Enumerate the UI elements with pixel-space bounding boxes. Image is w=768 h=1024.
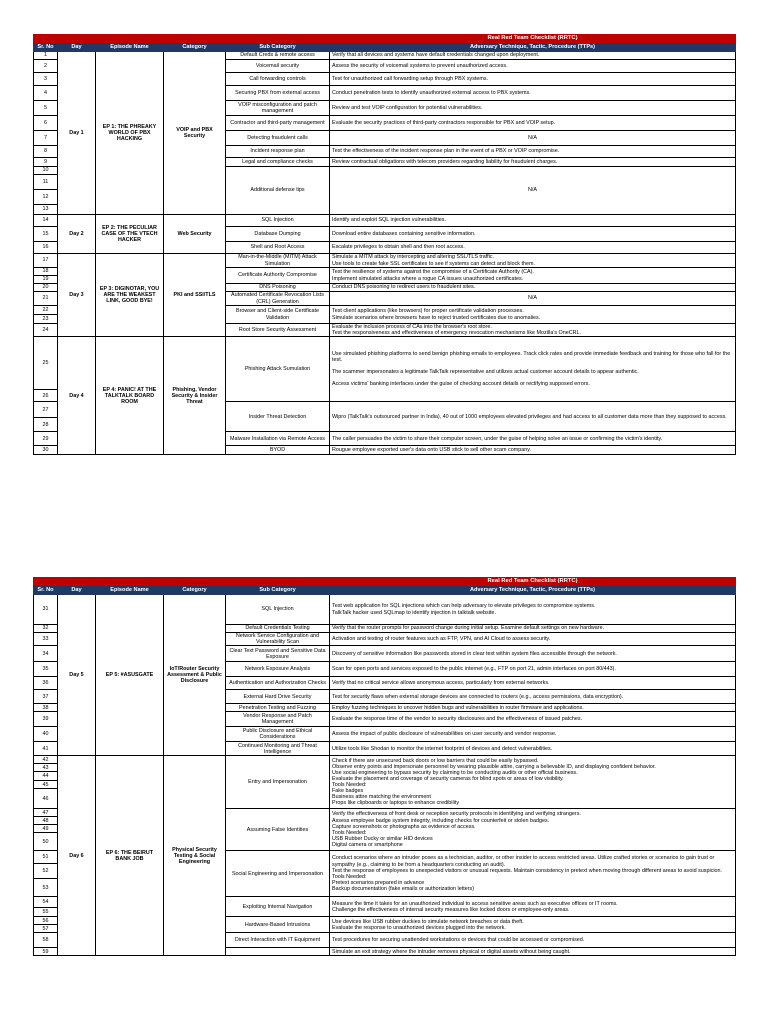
header-subcategory: Sub Category: [226, 586, 330, 595]
ttp-cell: Review contractual obligations with telecom providers regarding liability for fraudulent charges.: [330, 158, 736, 167]
sr-no-cell: 27: [34, 402, 58, 418]
sr-no-cell: 53: [34, 879, 58, 897]
title-spacer-cell: [34, 578, 58, 586]
category-cell: PKI and SSl/TLS: [164, 254, 226, 337]
sr-no-cell: 19: [34, 276, 58, 284]
table-row: [34, 254, 736, 268]
day-cell: Day 5: [58, 595, 96, 756]
subcategory-cell: Incident response plan: [226, 146, 330, 158]
subcategory-cell: Call forwarding controls: [226, 73, 330, 86]
ttp-cell: Measure the time it takes for an unauthorized individual to access sensitive areas such as executive offices or IT rooms. Challenge the effectiveness of internal security measures like locked doors or employee-only areas.: [330, 897, 736, 917]
category-cell: IoT/Router Security Assessment & Public Disclosure: [164, 595, 226, 756]
subcategory-cell: Legal and compliance checks: [226, 158, 330, 167]
sr-no-cell: 57: [34, 925, 58, 933]
subcategory-cell: Insider Threat Detection: [226, 402, 330, 432]
sr-no-cell: 23: [34, 315, 58, 324]
sr-no-cell: 38: [34, 704, 58, 712]
table-row: [34, 215, 736, 227]
ttp-cell: Verify that no critical service allows anonymous access, particularly from external networks.: [330, 677, 736, 690]
subcategory-cell: Contractor and third-party management: [226, 116, 330, 131]
ttp-cell: Conduct DNS poisoning to redirect users to fraudulent sites.: [330, 284, 736, 292]
subcategory-cell: Clear Text Password and Sensitive Data Exposure: [226, 646, 330, 662]
header-sr: Sr. No: [34, 43, 58, 52]
subcategory-cell: Root Store Security Assessment: [226, 324, 330, 337]
category-cell: Phishing, Vendor Security & Insider Threat: [164, 337, 226, 455]
sr-no-cell: 13: [34, 205, 58, 215]
subcategory-cell: Database Dumping: [226, 227, 330, 242]
sr-no-cell: 49: [34, 825, 58, 833]
episode-cell: EP 1: THE PHREAKY WORLD OF PBX HACKING: [96, 52, 164, 215]
ttp-cell: Review and test VOIP configuration for potential vulnerabilities.: [330, 101, 736, 116]
ttp-cell: Evaluate the inclusion process of CAs into the browser's root store. Test the responsiveness and effectiveness of emergency revocation mechanisms like Mozilla's OneCRL.: [330, 324, 736, 337]
sr-no-cell: 34: [34, 646, 58, 662]
table-row: [34, 337, 736, 390]
subcategory-cell: Malware Installation via Remote Access: [226, 432, 330, 446]
sr-no-cell: 51: [34, 851, 58, 864]
ttp-cell: Download entire databases containing sensitive information.: [330, 227, 736, 242]
ttp-cell: Simulate an exit strategy where the intruder removes physical or digital assets without being caught.: [330, 948, 736, 956]
subcategory-cell: Public Disclosure and Ethical Considerations: [226, 727, 330, 742]
ttp-cell: Test web application for SQL injections which can help adversary to elevate privileges to compromise systems. TalkTalk hacker used SQLmap to identify injection in talktalk website.: [330, 595, 736, 625]
subcategory-cell: Securing PBX from external access: [226, 86, 330, 101]
checklist-page-1: [33, 34, 735, 455]
sr-no-cell: 43: [34, 764, 58, 772]
subcategory-cell: Entry and Impersonation: [226, 756, 330, 809]
sr-no-cell: 52: [34, 864, 58, 879]
subcategory-cell: Shell and Root Access: [226, 242, 330, 254]
subcategory-cell: Exploiting Internal Navigation: [226, 897, 330, 917]
ttp-cell: Rougue employee exported user's data onto USB stick to sell other scam company.: [330, 446, 736, 455]
subcategory-cell: VOIP misconfiguration and patch management: [226, 101, 330, 116]
subcategory-cell: Additional defense tips: [226, 167, 330, 215]
ttp-cell: Verify the effectiveness of front desk or reception security protocols in identifying and verifying strangers. Assess employee badge system integrity, including checks for counterfeit or stolen badges. Capture screenshots or photographs as evidence of access. Tools Needed: USB Rubber Ducky or similar HID devices Digital camera or smartphone: [330, 809, 736, 851]
subcategory-cell: Social Engineering and Impersonation: [226, 851, 330, 897]
sr-no-cell: 59: [34, 948, 58, 956]
sr-no-cell: 56: [34, 917, 58, 925]
title-row: [34, 35, 736, 43]
subcategory-cell: DNS Poisoning: [226, 284, 330, 292]
header-subcategory: Sub Category: [226, 43, 330, 52]
subcategory-cell: Automated Certificate Revocation Lists (CRL) Generation: [226, 292, 330, 306]
sr-no-cell: 44: [34, 772, 58, 781]
sr-no-cell: 47: [34, 809, 58, 817]
ttp-cell: Employ fuzzing techniques to uncover hidden bugs and vulnerabilities in router firmware and applications.: [330, 704, 736, 712]
ttp-cell: N/A: [330, 131, 736, 146]
ttp-cell: N/A: [330, 167, 736, 215]
subcategory-cell: SQL Injection: [226, 595, 330, 625]
ttp-cell: Test for security flaws when external storage devices are connected to routers (e.g., access permissions, data encryption).: [330, 690, 736, 704]
ttp-cell: Conduct penetration tests to identify unauthorized external access to PBX systems.: [330, 86, 736, 101]
subcategory-cell: Network Exposure Analysis: [226, 662, 330, 677]
sr-no-cell: 12: [34, 190, 58, 205]
table-row: [34, 756, 736, 764]
sr-no-cell: 1: [34, 52, 58, 60]
subcategory-cell: Default Credentials Testing: [226, 625, 330, 633]
ttp-cell: Activation and testing of router features such as FTP, VPN, and AI Cloud to assess security.: [330, 633, 736, 646]
title-spacer-cell: [96, 35, 164, 43]
header-ttp: Adversary Technique, Tactic, Procedure (TTPs): [330, 586, 736, 595]
sr-no-cell: 48: [34, 817, 58, 825]
ttp-cell: Discovery of sensitive information like passwords stored in clear text within system files accessible through the network.: [330, 646, 736, 662]
category-cell: Physical Security Testing & Social Engineering: [164, 756, 226, 956]
ttp-cell: Simulate a MITM attack by intercepting and altering SSL/TLS traffic. Use tools to create fake SSL certificates to see if systems can detect and block them.: [330, 254, 736, 268]
sr-no-cell: 7: [34, 131, 58, 146]
ttp-cell: Test for unauthorized call forwarding setup through PBX systems.: [330, 73, 736, 86]
sr-no-cell: 22: [34, 306, 58, 315]
ttp-cell: Identify and exploit SQL injection vulnerabilities.: [330, 215, 736, 227]
ttp-cell: Evaluate the response time of the vendor to security disclosures and the effectiveness of issued patches.: [330, 712, 736, 727]
category-cell: Web Security: [164, 215, 226, 254]
sr-no-cell: 31: [34, 595, 58, 625]
subcategory-cell: Detecting fraudulent calls: [226, 131, 330, 146]
title-spacer-cell: [58, 578, 96, 586]
subcategory-cell: Voicemail security: [226, 60, 330, 73]
header-category: Category: [164, 586, 226, 595]
sr-no-cell: 35: [34, 662, 58, 677]
episode-cell: EP 3: DIGINOTAR, YOU ARE THE WEAKEST LINK, GOOD BYE!: [96, 254, 164, 337]
sr-no-cell: 18: [34, 268, 58, 276]
sr-no-cell: 15: [34, 227, 58, 242]
checklist-table: [33, 577, 736, 956]
title-spacer-cell: [96, 578, 164, 586]
title-spacer-cell: [226, 578, 330, 586]
sr-no-cell: 37: [34, 690, 58, 704]
sr-no-cell: 28: [34, 418, 58, 432]
table-row: [34, 52, 736, 60]
episode-cell: EP 6: THE BEIRUT BANK JOB: [96, 756, 164, 956]
sr-no-cell: 26: [34, 390, 58, 402]
sr-no-cell: 6: [34, 116, 58, 131]
ttp-cell: Verify that the router prompts for password change during initial setup. Examine default settings on new hardware.: [330, 625, 736, 633]
ttp-cell: Check if there are unsecured back doors or low barriers that could be easily bypassed. Observe entry points and impersonate personnel by wearing plausible attire, carrying a believable ID, and displaying confident behavior. Use social engineering to bypass security by claiming to be conducting audits or other official business. Evaluate the placement and coverage of security cameras for blind spots or areas of low visibility. Tools Needed: Fake badges Business attire matching the environment Props like clipboards or laptops to enhance credibility: [330, 756, 736, 809]
subcategory-cell: SQL Injection: [226, 215, 330, 227]
subcategory-cell: [226, 948, 330, 956]
title-spacer-cell: [58, 35, 96, 43]
ttp-cell: Scan for open ports and services exposed to the public internet (e.g., FTP on port 21, admin interfaces on port 80/443).: [330, 662, 736, 677]
sr-no-cell: 17: [34, 254, 58, 268]
header-sr: Sr. No: [34, 586, 58, 595]
day-cell: Day 4: [58, 337, 96, 455]
checklist-title: Real Red Team Checklist (RRTC): [330, 578, 736, 586]
sr-no-cell: 25: [34, 337, 58, 390]
ttp-cell: Test the resilience of systems against the compromise of a Certificate Authority (CA). Implement simulated attacks where a rogue CA issues unauthorized certificates.: [330, 268, 736, 284]
sr-no-cell: 10: [34, 167, 58, 175]
sr-no-cell: 11: [34, 175, 58, 190]
sr-no-cell: 30: [34, 446, 58, 455]
sr-no-cell: 3: [34, 73, 58, 86]
ttp-cell: Evaluate the security practices of third-party contractors responsible for PBX and VOIP setup.: [330, 116, 736, 131]
sr-no-cell: 8: [34, 146, 58, 158]
ttp-cell: Test the effectiveness of the incident response plan in the event of a PBX or VOIP compromise.: [330, 146, 736, 158]
subcategory-cell: Phishing Attack Sumulation: [226, 337, 330, 402]
ttp-cell: N/A: [330, 292, 736, 306]
title-spacer-cell: [34, 35, 58, 43]
subcategory-cell: Continued Monitoring and Threat Intelligence: [226, 742, 330, 756]
sr-no-cell: 46: [34, 789, 58, 809]
subcategory-cell: Man-in-the-Middle (MITM) Attack Simulation: [226, 254, 330, 268]
sr-no-cell: 20: [34, 284, 58, 292]
ttp-cell: Use simulated phishing platforms to send benign phishing emails to employees. Track click rates and provide immediate feedback and training for those who fall for the test. The scammer impersonates a legitimate TalkTalk representative and utilizes actual customer account details to appear authentic. Access victims' banking interfaces under the guise of checking account details or rectifying supposed errors.: [330, 337, 736, 402]
subcategory-cell: Browser and Client-side Certificate Validation: [226, 306, 330, 324]
sr-no-cell: 39: [34, 712, 58, 727]
sr-no-cell: 55: [34, 908, 58, 917]
header-ttp: Adversary Technique, Tactic, Procedure (TTPs): [330, 43, 736, 52]
subcategory-cell: Assuming False Identities: [226, 809, 330, 851]
ttp-cell: Wipro (TalkTalk's outsourced partner in India), 40 out of 1000 employees elevated privileges and had access to all customer data more than they supposed to access.: [330, 402, 736, 432]
day-cell: Day 3: [58, 254, 96, 337]
ttp-cell: Utilize tools like Shodan to monitor the internet footprint of devices and detect vulnerabilities.: [330, 742, 736, 756]
episode-cell: EP 2: THE PECULIAR CASE OF THE VTECH HACKER: [96, 215, 164, 254]
sr-no-cell: 9: [34, 158, 58, 167]
header-row: [34, 586, 736, 595]
title-row: [34, 578, 736, 586]
header-episode: Episode Name: [96, 43, 164, 52]
title-spacer-cell: [164, 35, 226, 43]
sr-no-cell: 24: [34, 324, 58, 337]
ttp-cell: Test procedures for securing unattended workstations or devices that could be accessed or compromised.: [330, 933, 736, 948]
ttp-cell: Verify that all devices and systems have default credentials changed upon deployment.: [330, 52, 736, 60]
sr-no-cell: 14: [34, 215, 58, 227]
sr-no-cell: 45: [34, 781, 58, 789]
ttp-cell: Assess the security of voicemail systems to prevent unauthorized access.: [330, 60, 736, 73]
sr-no-cell: 4: [34, 86, 58, 101]
subcategory-cell: Direct Interaction with IT Equipment: [226, 933, 330, 948]
sr-no-cell: 40: [34, 727, 58, 742]
sr-no-cell: 21: [34, 292, 58, 306]
title-spacer-cell: [226, 35, 330, 43]
ttp-cell: Test client applications (like browsers) for proper certificate validation processes. Simulate scenarios where browsers have to reject trusted certificates due to anomalies.: [330, 306, 736, 324]
episode-cell: EP 5: #ASUSGATE: [96, 595, 164, 756]
header-episode: Episode Name: [96, 586, 164, 595]
day-cell: Day 2: [58, 215, 96, 254]
subcategory-cell: Hardware-Based Intrusions: [226, 917, 330, 933]
subcategory-cell: Network Service Configuration and Vulnerability Scan: [226, 633, 330, 646]
ttp-cell: Conduct scenarios where an intruder poses as a technician, auditor, or other insider to access restricted areas. Utilize crafted stories or scenarios to gain trust or sympathy (e.g., claiming to be from a headquarters conducting an audit). Test the response of employees to unexpected visitors or unusual requests. Maintain consistency in pretext when moving through different areas to avoid suspicion. Tools Needed: Pretext scenarios prepared in advance Backup documentation (fake emails or authorization letters): [330, 851, 736, 897]
day-cell: Day 1: [58, 52, 96, 215]
subcategory-cell: External Hard Drive Security: [226, 690, 330, 704]
sr-no-cell: 50: [34, 833, 58, 851]
sr-no-cell: 2: [34, 60, 58, 73]
ttp-cell: Use devices like USB rubber duckies to simulate network breaches or data theft. Evaluate the response to unauthorized devices plugged into the network.: [330, 917, 736, 933]
sr-no-cell: 5: [34, 101, 58, 116]
sr-no-cell: 54: [34, 897, 58, 908]
episode-cell: EP 4: PANIC! AT THE TALKTALK BOARD ROOM: [96, 337, 164, 455]
day-cell: Day 6: [58, 756, 96, 956]
header-day: Day: [58, 586, 96, 595]
category-cell: VOIP and PBX Security: [164, 52, 226, 215]
sr-no-cell: 16: [34, 242, 58, 254]
subcategory-cell: Authentication and Authorization Checks: [226, 677, 330, 690]
ttp-cell: Assess the impact of public disclosure of vulnerabilities on user security and vendor response.: [330, 727, 736, 742]
sr-no-cell: 32: [34, 625, 58, 633]
table-row: [34, 595, 736, 625]
sr-no-cell: 33: [34, 633, 58, 646]
subcategory-cell: Certificate Authority Compromise: [226, 268, 330, 284]
sr-no-cell: 42: [34, 756, 58, 764]
subcategory-cell: Penetration Testing and Fuzzing: [226, 704, 330, 712]
subcategory-cell: BYOD: [226, 446, 330, 455]
checklist-title: Real Red Team Checklist (RRTC): [330, 35, 736, 43]
sr-no-cell: 29: [34, 432, 58, 446]
header-category: Category: [164, 43, 226, 52]
checklist-page-2: [33, 577, 735, 956]
subcategory-cell: Default Creds & remote access: [226, 52, 330, 60]
ttp-cell: The caller persuades the victim to share their computer screen, under the guise of helping solve an issue or confirming the victim's identity.: [330, 432, 736, 446]
ttp-cell: Escalate privileges to obtain shell and then root access.: [330, 242, 736, 254]
sr-no-cell: 36: [34, 677, 58, 690]
checklist-table: [33, 34, 736, 455]
title-spacer-cell: [164, 578, 226, 586]
sr-no-cell: 58: [34, 933, 58, 948]
sr-no-cell: 41: [34, 742, 58, 756]
header-day: Day: [58, 43, 96, 52]
header-row: [34, 43, 736, 52]
subcategory-cell: Vendor Response and Patch Management: [226, 712, 330, 727]
